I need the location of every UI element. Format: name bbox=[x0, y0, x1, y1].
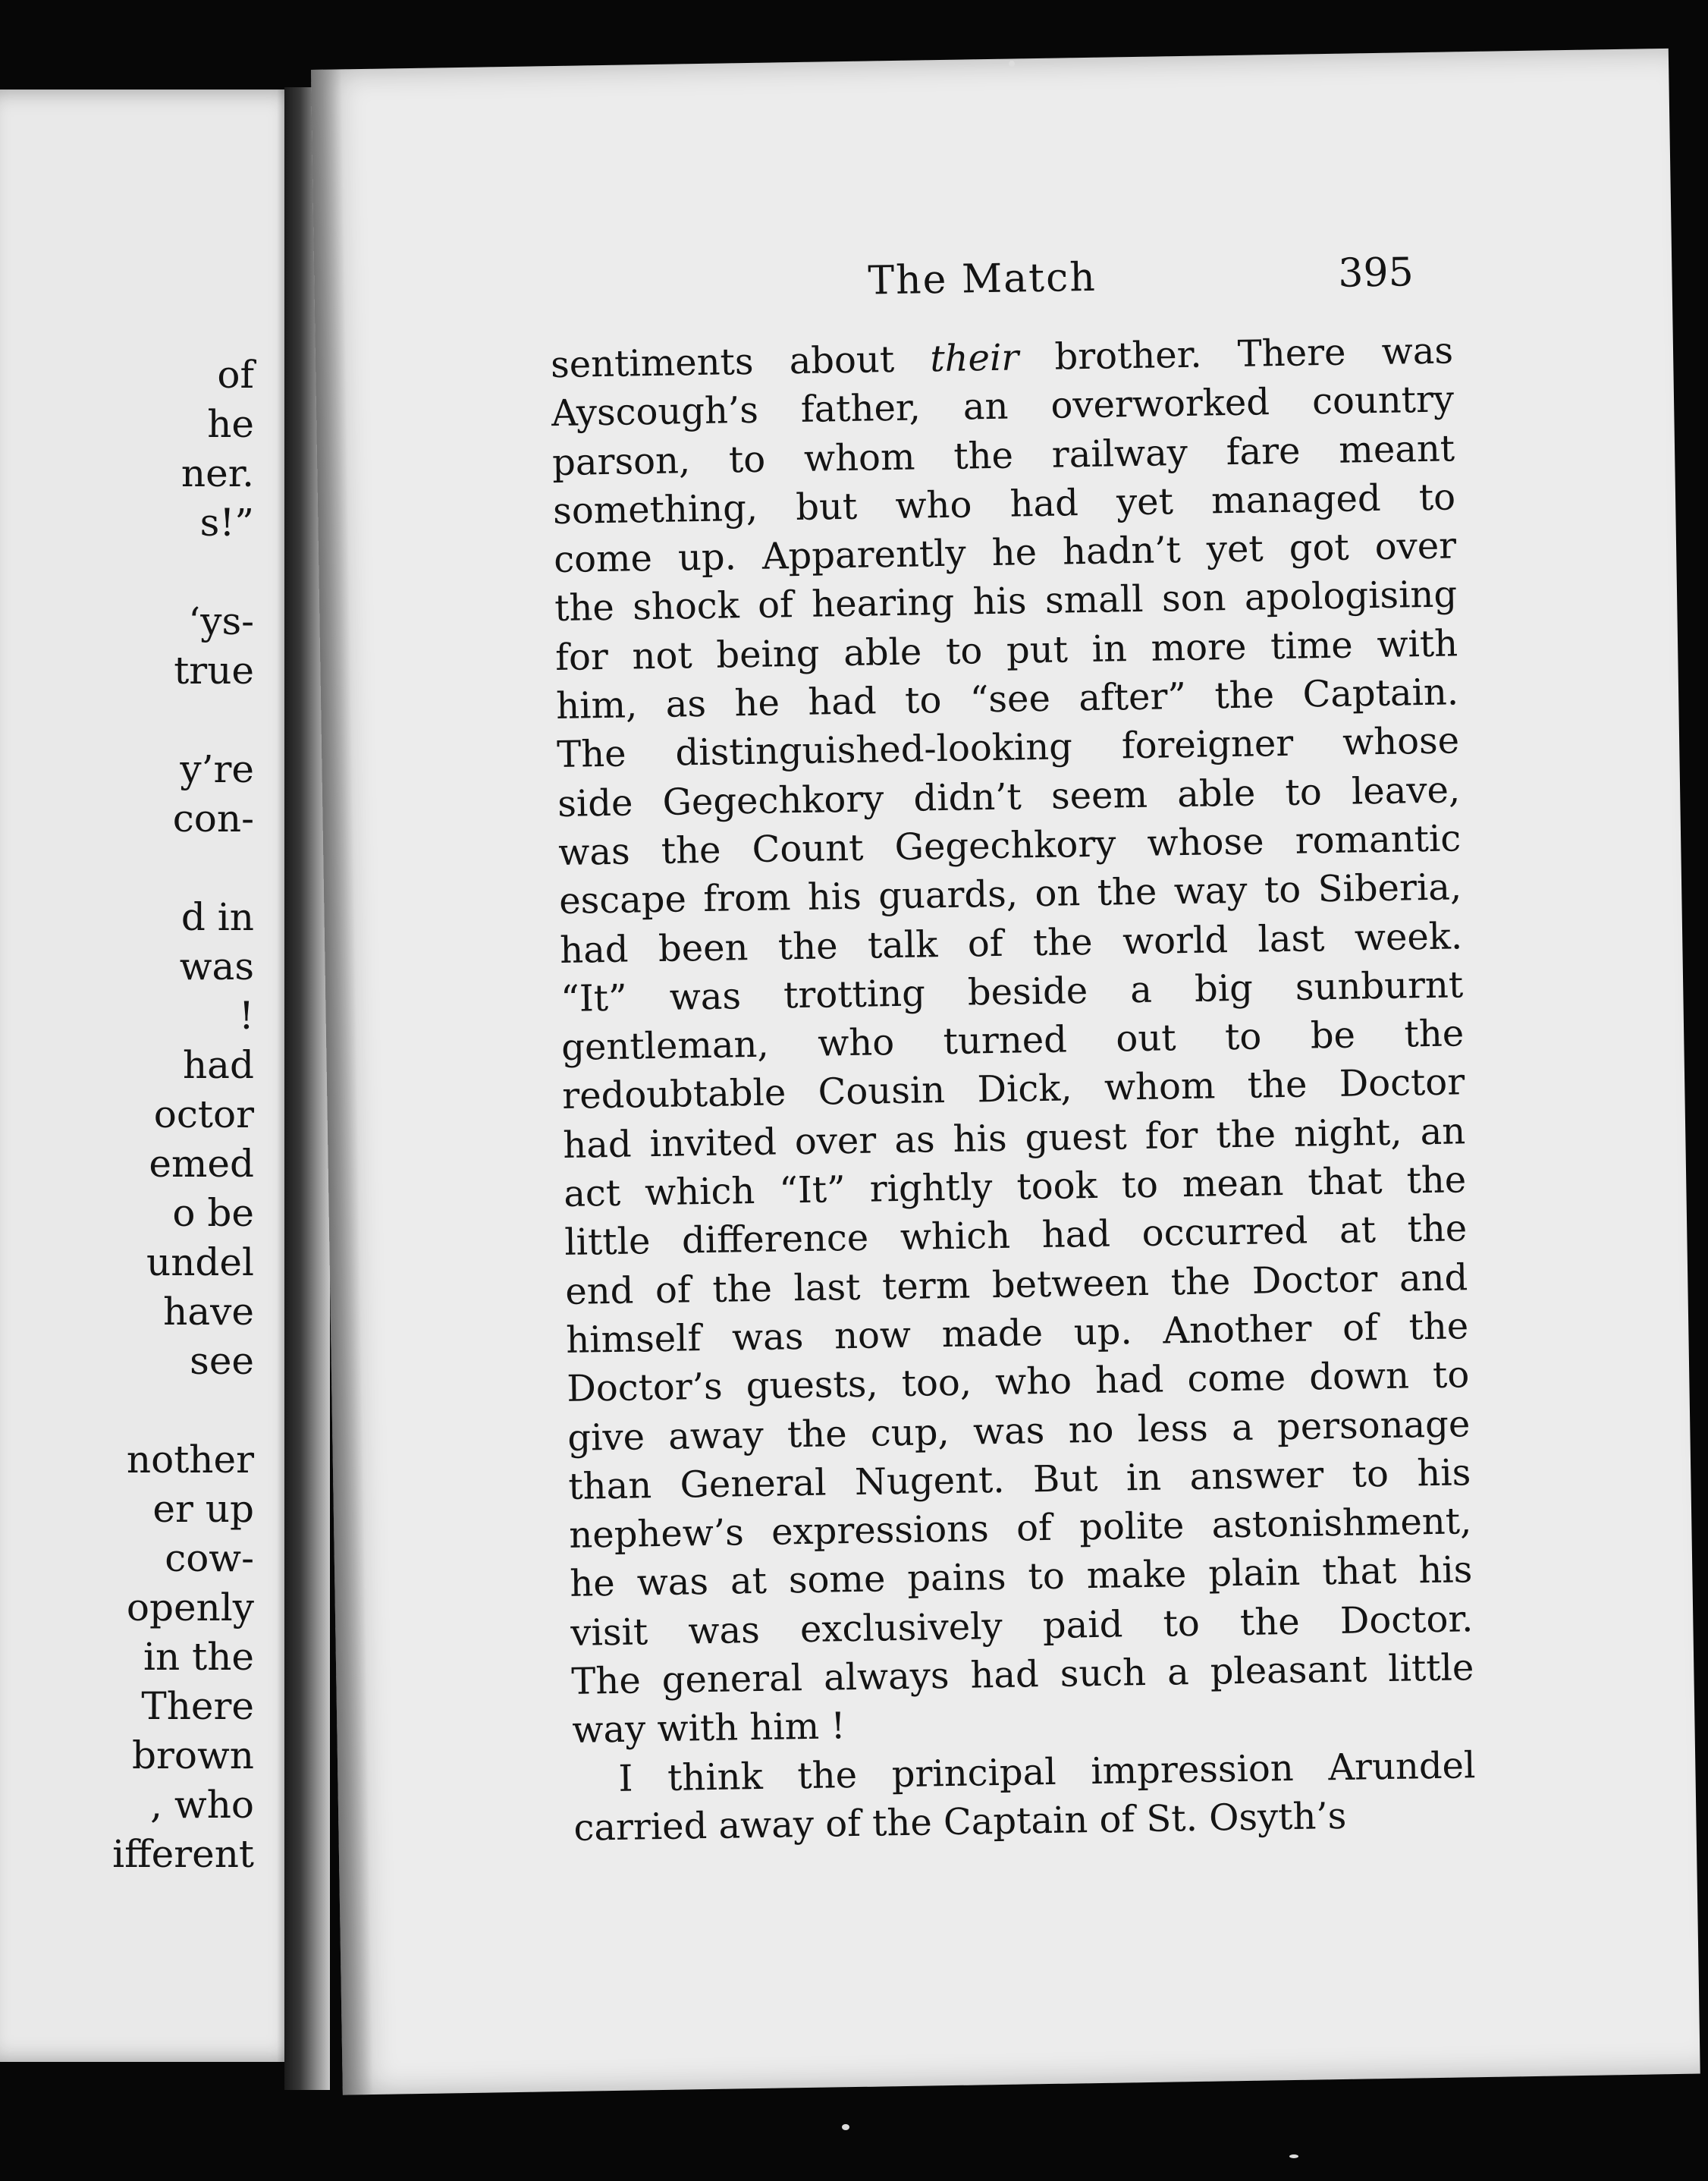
body-line: “It” was trotting beside a big sunburnt bbox=[560, 963, 1464, 1020]
emphasis: their bbox=[929, 336, 1019, 381]
previous-page-line: ner. bbox=[181, 451, 254, 495]
body-line: little difference which had occurred at the bbox=[564, 1207, 1468, 1265]
running-head-title: The Match bbox=[867, 254, 1097, 304]
body-line: carried away of the Captain of St. Osyth’s bbox=[573, 1794, 1347, 1849]
previous-page-line: o be bbox=[172, 1191, 254, 1235]
body-line: Ayscough’s father, an overworked country bbox=[551, 378, 1455, 435]
body-line: Doctor’s guests, too, who had come down to bbox=[566, 1353, 1470, 1411]
previous-page-line: er up bbox=[152, 1487, 254, 1531]
previous-page-line: ! bbox=[238, 994, 254, 1038]
body-line: give away the cup, was no less a personage bbox=[567, 1402, 1471, 1460]
body-text bbox=[551, 326, 1477, 1853]
body-line: redoubtable Cousin Dick, whom the Doctor bbox=[561, 1061, 1465, 1118]
body-line: The general always had such a pleasant little bbox=[570, 1646, 1474, 1703]
previous-page-line: see bbox=[190, 1339, 254, 1383]
body-line: himself was now made up. Another of the bbox=[565, 1305, 1469, 1362]
body-line: he was at some pains to make plain that his bbox=[569, 1548, 1473, 1606]
previous-page-line: There bbox=[141, 1684, 254, 1728]
body-line: escape from his guards, on the way to Siberia, bbox=[558, 866, 1462, 923]
body-line: him, as he had to “see after” the Captain. bbox=[555, 671, 1459, 728]
scan-speck bbox=[1289, 2154, 1298, 2158]
previous-page-line: was bbox=[179, 944, 254, 988]
previous-page-line: have bbox=[163, 1290, 254, 1334]
body-line: had been the talk of the world last week. bbox=[559, 914, 1463, 972]
running-head bbox=[867, 245, 1708, 304]
current-page bbox=[311, 49, 1700, 2095]
page-number: 395 bbox=[1337, 250, 1414, 297]
previous-page bbox=[0, 90, 307, 2062]
body-line: the shock of hearing his small son apologising bbox=[554, 573, 1458, 630]
body-line: than General Nugent. But in answer to his bbox=[567, 1451, 1471, 1508]
previous-page-line: s!” bbox=[199, 501, 254, 545]
previous-page-line: had bbox=[182, 1043, 254, 1087]
body-line: I think the principal impression Arundel bbox=[617, 1743, 1476, 1800]
body-line: sentiments about their brother. There was bbox=[550, 329, 1454, 387]
previous-page-line: he bbox=[207, 402, 254, 446]
body-line: way with him ! bbox=[571, 1705, 846, 1752]
body-line: parson, to whom the railway fare meant bbox=[551, 426, 1455, 484]
body-line: had invited over as his guest for the night, an bbox=[562, 1110, 1466, 1167]
body-line: was the Count Gegechkory whose romantic bbox=[557, 817, 1462, 874]
body-line: come up. Apparently he hadn’t yet got over bbox=[553, 524, 1457, 582]
previous-page-line: of bbox=[217, 353, 254, 397]
body-line: gentleman, who turned out to be the bbox=[560, 1012, 1465, 1070]
body-line: act which “It” rightly took to mean that the bbox=[563, 1158, 1467, 1215]
body-line: The distinguished-looking foreigner whose bbox=[556, 719, 1460, 777]
body-line: something, but who had yet managed to bbox=[552, 476, 1456, 533]
previous-page-line: undel bbox=[146, 1240, 254, 1284]
previous-page-line: d in bbox=[181, 895, 254, 939]
previous-page-line: emed bbox=[149, 1142, 254, 1186]
body-line: for not being able to put in more time with bbox=[554, 622, 1458, 679]
previous-page-line: con- bbox=[172, 797, 254, 841]
scan-speck bbox=[1009, 61, 1015, 67]
previous-page-line: ‘ys- bbox=[188, 599, 254, 643]
previous-page-line: nother bbox=[126, 1438, 254, 1482]
body-line: end of the last term between the Doctor and bbox=[564, 1255, 1468, 1313]
previous-page-line: , who bbox=[150, 1783, 254, 1827]
body-line: side Gegechkory didn’t seem able to leave, bbox=[557, 768, 1461, 825]
previous-page-line: cow- bbox=[165, 1536, 254, 1580]
previous-page-line: openly bbox=[126, 1585, 254, 1629]
previous-page-line: ifferent bbox=[112, 1832, 254, 1876]
body-line: visit was exclusively paid to the Doctor. bbox=[570, 1597, 1474, 1655]
scan-speck bbox=[842, 2124, 849, 2130]
previous-page-line: true bbox=[174, 649, 254, 693]
body-line: nephew’s expressions of polite astonishment, bbox=[568, 1500, 1472, 1557]
previous-page-line: y’re bbox=[180, 747, 254, 791]
previous-page-line: brown bbox=[131, 1733, 254, 1777]
previous-page-line: in the bbox=[143, 1635, 254, 1679]
previous-page-line: octor bbox=[153, 1092, 254, 1136]
